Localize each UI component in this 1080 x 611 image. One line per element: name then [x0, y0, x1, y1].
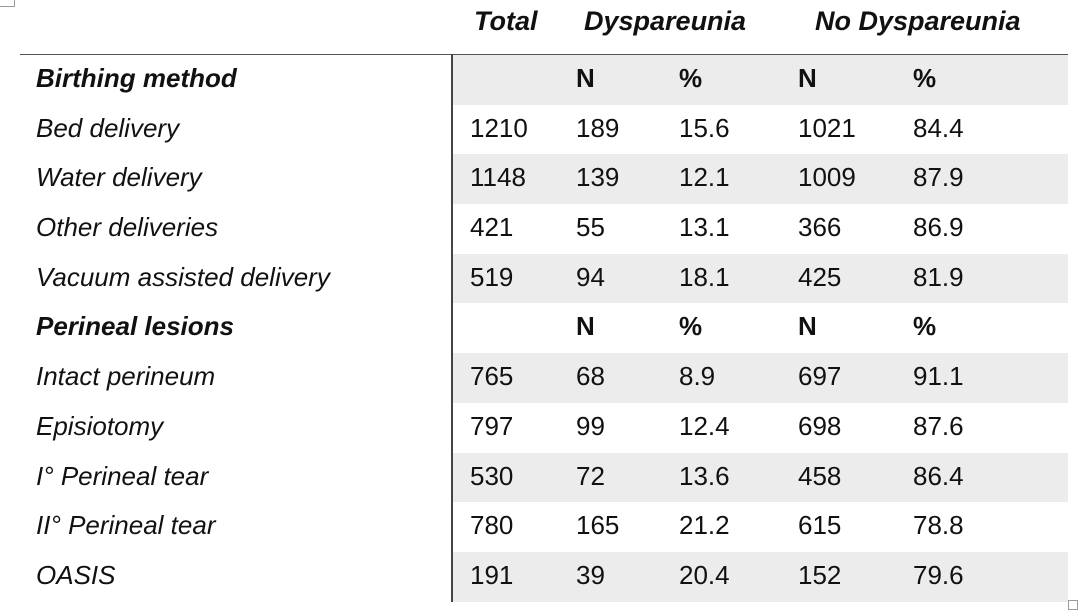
no-dyspareunia-pct-cell: 78.8	[913, 510, 964, 541]
dyspareunia-n-cell: 99	[576, 410, 605, 441]
data-table	[20, 0, 1068, 602]
crop-mark-top-left	[0, 0, 15, 7]
no-dyspareunia-n-cell: 366	[798, 212, 842, 243]
dyspareunia-n-cell: 68	[576, 361, 605, 392]
row-label: Episiotomy	[36, 410, 164, 441]
total-cell: 1210	[470, 112, 528, 143]
total-cell: 1148	[470, 162, 526, 193]
total-cell: 191	[470, 559, 514, 590]
dyspareunia-n-cell: 39	[576, 559, 605, 590]
table-row	[20, 254, 1068, 304]
dyspareunia-pct-cell: %	[679, 63, 703, 93]
row-label: Water delivery	[36, 162, 202, 193]
table-row	[20, 105, 1068, 155]
row-shading	[452, 353, 1068, 403]
row-label: II° Perineal tear	[36, 510, 216, 541]
dyspareunia-pct-cell: 12.4	[679, 410, 730, 441]
no-dyspareunia-n-cell: 697	[798, 361, 842, 392]
row-label: Other deliveries	[36, 212, 219, 243]
dyspareunia-pct-cell: 21.2	[679, 510, 730, 541]
column-divider	[451, 54, 453, 602]
no-dyspareunia-pct-cell: 91.1	[913, 361, 964, 392]
dyspareunia-n-cell: 72	[576, 460, 605, 491]
dyspareunia-n-cell: N	[576, 311, 595, 342]
row-shading	[452, 254, 1068, 304]
total-cell: 797	[470, 410, 514, 441]
no-dyspareunia-n-cell: N	[798, 63, 817, 93]
dyspareunia-n-cell: 189	[576, 112, 620, 143]
dyspareunia-pct-cell: 15.6	[679, 112, 730, 143]
no-dyspareunia-n-cell: 152	[798, 559, 842, 590]
total-cell: 421	[470, 212, 514, 243]
no-dyspareunia-n-cell: 458	[798, 460, 842, 491]
header-dyspareunia: Dyspareunia	[584, 6, 747, 36]
no-dyspareunia-n-cell: 615	[798, 510, 842, 541]
dyspareunia-pct-cell: %	[679, 311, 703, 342]
section-label: Perineal lesions	[36, 311, 234, 342]
dyspareunia-n-cell: N	[576, 63, 595, 93]
dyspareunia-pct-cell: 20.4	[679, 559, 730, 590]
no-dyspareunia-n-cell: N	[798, 311, 817, 342]
dyspareunia-n-cell: 139	[576, 162, 620, 193]
row-shading	[452, 154, 1068, 204]
dyspareunia-n-cell: 55	[576, 212, 605, 243]
dyspareunia-pct-cell: 13.6	[679, 460, 730, 491]
total-cell: 765	[470, 361, 514, 392]
table-body	[20, 55, 1068, 602]
no-dyspareunia-pct-cell: 87.9	[913, 162, 964, 193]
row-shading	[452, 55, 1068, 105]
row-label: OASIS	[36, 559, 116, 590]
no-dyspareunia-n-cell: 1009	[798, 162, 856, 193]
table-row	[20, 453, 1068, 503]
no-dyspareunia-pct-cell: 87.6	[913, 410, 964, 441]
section-header-row	[20, 303, 1068, 353]
no-dyspareunia-pct-cell: 84.4	[913, 112, 964, 143]
section-label: Birthing method	[36, 63, 237, 93]
crop-mark-bottom-right	[1068, 600, 1078, 610]
table-header-row	[20, 0, 1068, 55]
row-label: I° Perineal tear	[36, 460, 209, 491]
header-total: Total	[474, 6, 538, 36]
no-dyspareunia-pct-cell: 86.9	[913, 212, 964, 243]
no-dyspareunia-n-cell: 698	[798, 410, 842, 441]
header-no-dyspareunia: No Dyspareunia	[815, 6, 1021, 36]
no-dyspareunia-pct-cell: %	[913, 311, 937, 342]
dyspareunia-pct-cell: 18.1	[679, 261, 730, 292]
row-label: Bed delivery	[36, 112, 180, 143]
no-dyspareunia-n-cell: 425	[798, 261, 842, 292]
dyspareunia-n-cell: 94	[576, 261, 605, 292]
total-cell: 780	[470, 510, 514, 541]
table-row	[20, 353, 1068, 403]
row-label: Vacuum assisted delivery	[36, 261, 330, 292]
table-row	[20, 154, 1068, 204]
no-dyspareunia-pct-cell: 79.6	[913, 559, 964, 590]
row-shading	[452, 453, 1068, 503]
dyspareunia-n-cell: 165	[576, 510, 620, 541]
total-cell: 530	[470, 460, 514, 491]
no-dyspareunia-n-cell: 1021	[798, 112, 856, 143]
table-row	[20, 204, 1068, 254]
dyspareunia-pct-cell: 8.9	[679, 361, 716, 392]
section-header-row	[20, 55, 1068, 105]
row-label: Intact perineum	[36, 361, 216, 392]
no-dyspareunia-pct-cell: %	[913, 63, 937, 93]
total-cell: 519	[470, 261, 514, 292]
dyspareunia-pct-cell: 13.1	[679, 212, 730, 243]
row-shading	[452, 552, 1068, 602]
table-row	[20, 502, 1068, 552]
dyspareunia-pct-cell: 12.1	[679, 162, 730, 193]
no-dyspareunia-pct-cell: 81.9	[913, 261, 964, 292]
table-row	[20, 403, 1068, 453]
no-dyspareunia-pct-cell: 86.4	[913, 460, 964, 491]
table-row	[20, 552, 1068, 602]
